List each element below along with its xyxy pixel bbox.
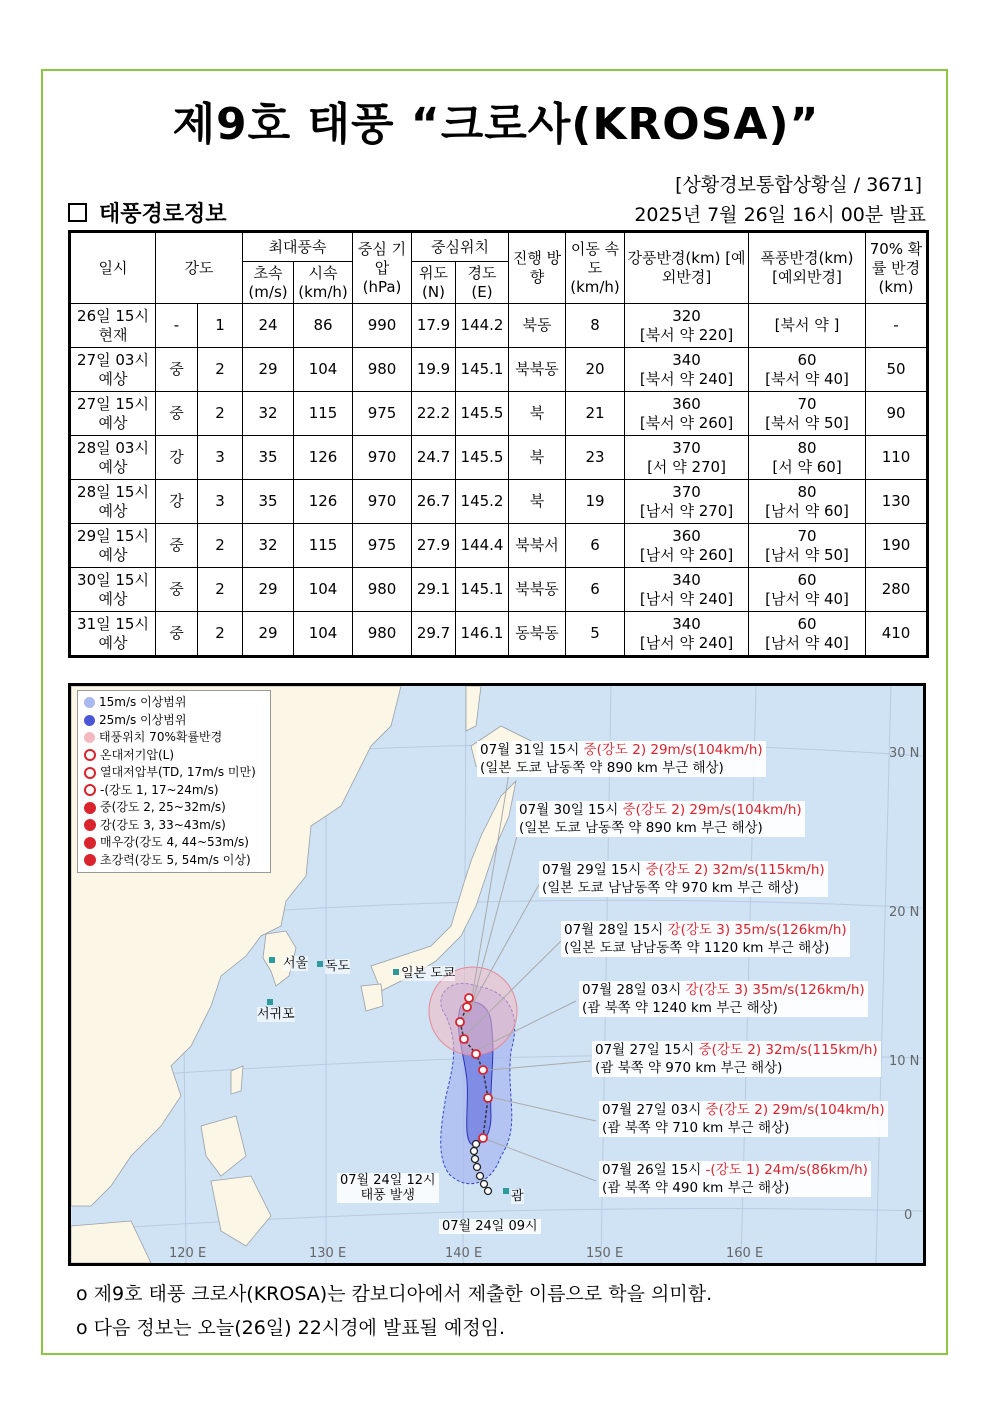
legend-symbol-icon <box>84 767 96 779</box>
header-prob-radius: 70% 확률 반경 (km) <box>866 232 928 304</box>
past-position-point <box>472 1156 479 1163</box>
checkbox-icon <box>68 203 87 222</box>
legend-label: 강(강도 3, 33~43m/s) <box>100 817 226 832</box>
past-position-point <box>477 1173 484 1180</box>
table-row <box>70 348 928 392</box>
cell-storm-radius: 60 [남서 약 40] <box>749 612 866 657</box>
cell-wind-ms: 35 <box>243 480 294 524</box>
legend-label: 온대저기압(L) <box>100 747 175 762</box>
legend-item <box>84 799 264 817</box>
annotation-time: 07월 30일 15시 <box>519 802 619 818</box>
cell-direction: 북북서 <box>509 524 566 568</box>
lon-label: 160 E <box>726 1246 764 1261</box>
legend-symbol-icon <box>84 697 95 708</box>
legend-label: 열대저압부(TD, 17m/s 미만) <box>100 765 256 779</box>
note-name-meaning: o 제9호 태풍 크로사(KROSA)는 캄보디아에서 제출한 이름으로 학을 의미함. <box>76 1283 713 1305</box>
cell-lat: 26.7 <box>412 480 456 524</box>
forecast-position-point <box>472 1050 480 1058</box>
cell-speed: 20 <box>566 348 625 392</box>
cell-grade: 2 <box>198 392 243 436</box>
cell-lat: 22.2 <box>412 392 456 436</box>
track-table-body <box>70 304 928 657</box>
cell-speed: 5 <box>566 612 625 657</box>
cell-direction: 북 <box>509 480 566 524</box>
cell-speed: 23 <box>566 436 625 480</box>
taiwan <box>231 1066 243 1094</box>
cell-direction: 북 <box>509 436 566 480</box>
announcement-time: 2025년 7월 26일 16시 00분 발표 <box>634 204 926 226</box>
cell-wind-ms: 29 <box>243 568 294 612</box>
map-legend <box>77 690 271 873</box>
cell-lat: 19.9 <box>412 348 456 392</box>
legend-symbol-icon <box>84 784 96 796</box>
place-seogwipo: 서귀포 <box>257 1007 295 1022</box>
cell-intensity: 중 <box>156 612 198 657</box>
lon-label: 150 E <box>586 1246 624 1261</box>
forecast-position-point <box>463 1003 471 1011</box>
cell-intensity: 중 <box>156 568 198 612</box>
past-position-point <box>481 1181 488 1188</box>
place-tokyo: 일본 도쿄 <box>401 966 456 981</box>
cell-grade: 2 <box>198 612 243 657</box>
annotation-intensity: 강(강도 3) 35m/s(126km/h) <box>667 922 847 938</box>
cell-strong-radius: 360 [남서 약 260] <box>625 524 749 568</box>
cell-direction: 동북동 <box>509 612 566 657</box>
cell-direction: 북동 <box>509 304 566 348</box>
annotation-location: (일본 도쿄 남남동쪽 약 1120 km 부근 해상) <box>564 940 830 956</box>
annotation-location: (괌 북쪽 약 710 km 부근 해상) <box>602 1120 790 1136</box>
cell-prob-radius: 130 <box>866 480 928 524</box>
header-lat: 위도 (N) <box>412 262 456 304</box>
header-wind-kmh: 시속 (km/h) <box>294 262 353 304</box>
cell-strong-radius: 370 [남서 약 270] <box>625 480 749 524</box>
cell-pressure: 990 <box>353 304 412 348</box>
cell-datetime: 27일 15시 예상 <box>70 392 156 436</box>
cell-wind-ms: 29 <box>243 612 294 657</box>
past-position-point <box>485 1188 492 1195</box>
annotation-time: 07월 26일 15시 <box>602 1162 702 1178</box>
forecast-position-point <box>465 994 473 1002</box>
cell-grade: 1 <box>198 304 243 348</box>
cell-wind-kmh: 126 <box>294 480 353 524</box>
annotation-intensity: 중(강도 2) 29m/s(104km/h) <box>583 742 763 758</box>
legend-label: 중(강도 2, 25~32m/s) <box>100 800 226 814</box>
cell-lon: 144.2 <box>456 304 509 348</box>
cell-storm-radius: 70 [남서 약 50] <box>749 524 866 568</box>
cell-pressure: 980 <box>353 612 412 657</box>
place-seoul: 서울 <box>283 956 309 971</box>
lon-label: 140 E <box>445 1246 483 1261</box>
past-position-point <box>473 1141 480 1148</box>
cell-datetime: 26일 15시 현재 <box>70 304 156 348</box>
cell-grade: 3 <box>198 480 243 524</box>
cell-grade: 2 <box>198 348 243 392</box>
legend-label: -(강도 1, 17~24m/s) <box>100 782 219 797</box>
forecast-position-point <box>460 1035 468 1043</box>
cell-direction: 북북동 <box>509 348 566 392</box>
header-strong-radius: 강풍반경(km) [예외반경] <box>625 232 749 304</box>
forecast-annotation <box>539 861 828 897</box>
cell-pressure: 975 <box>353 392 412 436</box>
cell-storm-radius: 70 [북서 약 50] <box>749 392 866 436</box>
cell-intensity: 강 <box>156 436 198 480</box>
cell-datetime: 29일 15시 예상 <box>70 524 156 568</box>
cell-strong-radius: 340 [남서 약 240] <box>625 568 749 612</box>
cell-strong-radius: 320 [북서 약 220] <box>625 304 749 348</box>
forecast-annotation <box>599 1161 871 1197</box>
cell-prob-radius: - <box>866 304 928 348</box>
place-dokdo: 독도 <box>325 959 351 974</box>
cell-speed: 8 <box>566 304 625 348</box>
legend-symbol-icon <box>84 715 95 726</box>
legend-label: 25m/s 이상범위 <box>99 712 187 727</box>
legend-item <box>84 694 264 712</box>
forecast-position-point <box>484 1094 492 1102</box>
header-max-wind: 최대풍속 <box>243 232 353 262</box>
lat-label: 30 N <box>889 746 920 761</box>
lon-label: 120 E <box>169 1246 207 1261</box>
header-lon: 경도 (E) <box>456 262 509 304</box>
legend-label: 태풍위치 70%확률반경 <box>99 730 223 744</box>
cell-storm-radius: 60 [남서 약 40] <box>749 568 866 612</box>
cell-direction: 북 <box>509 392 566 436</box>
cell-prob-radius: 110 <box>866 436 928 480</box>
table-row <box>70 436 928 480</box>
header-datetime: 일시 <box>70 232 156 304</box>
cell-lon: 145.1 <box>456 568 509 612</box>
annotation-intensity: 중(강도 2) 32m/s(115km/h) <box>698 1042 878 1058</box>
annotation-time: 07월 31일 15시 <box>480 742 580 758</box>
forecast-position-point <box>456 1018 464 1026</box>
cell-prob-radius: 50 <box>866 348 928 392</box>
annotation-time: 07월 28일 15시 <box>564 922 664 938</box>
cell-direction: 북북동 <box>509 568 566 612</box>
header-center: 중심위치 <box>412 232 509 262</box>
header-direction: 진행 방향 <box>509 232 566 304</box>
cell-speed: 19 <box>566 480 625 524</box>
start-label: 07월 24일 09시 <box>439 1219 541 1234</box>
cell-speed: 6 <box>566 524 625 568</box>
cell-wind-ms: 32 <box>243 524 294 568</box>
annotation-location: (괌 북쪽 약 490 km 부근 해상) <box>602 1180 790 1196</box>
legend-symbol-icon <box>84 819 96 831</box>
forecast-annotation <box>561 921 850 957</box>
annotation-time: 07월 27일 15시 <box>595 1042 695 1058</box>
forecast-annotation <box>579 981 868 1017</box>
legend-label: 15m/s 이상범위 <box>99 695 187 709</box>
cell-wind-kmh: 126 <box>294 436 353 480</box>
cell-lat: 29.7 <box>412 612 456 657</box>
annotation-location: (일본 도쿄 남동쪽 약 890 km 부근 해상) <box>480 760 724 776</box>
cell-lon: 145.1 <box>456 348 509 392</box>
annotation-location: (일본 도쿄 남남동쪽 약 970 km 부근 해상) <box>542 880 799 896</box>
table-row <box>70 568 928 612</box>
cell-prob-radius: 280 <box>866 568 928 612</box>
cell-speed: 21 <box>566 392 625 436</box>
cell-wind-ms: 29 <box>243 348 294 392</box>
legend-symbol-icon <box>84 749 96 761</box>
annotation-intensity: 중(강도 2) 29m/s(104km/h) <box>705 1102 885 1118</box>
header-intensity: 강도 <box>156 232 243 304</box>
forecast-position-point <box>479 1066 487 1074</box>
annotation-location: (괌 북쪽 약 1240 km 부근 해상) <box>582 1000 778 1016</box>
cell-datetime: 28일 15시 예상 <box>70 480 156 524</box>
cell-prob-radius: 410 <box>866 612 928 657</box>
cell-intensity: 중 <box>156 348 198 392</box>
past-position-point <box>474 1164 481 1171</box>
forecast-annotation <box>592 1041 881 1077</box>
cell-lon: 144.4 <box>456 524 509 568</box>
cell-grade: 2 <box>198 524 243 568</box>
cell-storm-radius: 60 [북서 약 40] <box>749 348 866 392</box>
annotation-location: (괌 북쪽 약 970 km 부근 해상) <box>595 1060 783 1076</box>
cell-lat: 29.1 <box>412 568 456 612</box>
legend-item <box>84 712 264 730</box>
cell-datetime: 28일 03시 예상 <box>70 436 156 480</box>
cell-wind-ms: 32 <box>243 392 294 436</box>
cell-wind-kmh: 86 <box>294 304 353 348</box>
legend-label: 초강력(강도 5, 54m/s 이상) <box>100 852 251 867</box>
legend-item <box>84 834 264 852</box>
cell-wind-ms: 24 <box>243 304 294 348</box>
genesis-label: 07월 24일 12시 태풍 발생 <box>337 1173 439 1203</box>
cell-speed: 6 <box>566 568 625 612</box>
cell-storm-radius: [북서 약 ] <box>749 304 866 348</box>
cell-pressure: 970 <box>353 436 412 480</box>
legend-label: 매우강(강도 4, 44~53m/s) <box>100 835 249 849</box>
cell-pressure: 980 <box>353 348 412 392</box>
cell-wind-kmh: 115 <box>294 392 353 436</box>
section-title: 태풍경로정보 <box>99 202 227 227</box>
lon-label: 130 E <box>309 1246 347 1261</box>
cell-lon: 145.5 <box>456 392 509 436</box>
annotation-intensity: 중(강도 2) 29m/s(104km/h) <box>622 802 802 818</box>
legend-item <box>84 747 264 765</box>
annotation-intensity: 강(강도 3) 35m/s(126km/h) <box>685 982 865 998</box>
legend-symbol-icon <box>84 802 96 814</box>
track-map <box>68 683 926 1266</box>
cell-datetime: 27일 03시 예상 <box>70 348 156 392</box>
cell-storm-radius: 80 [남서 약 60] <box>749 480 866 524</box>
cell-storm-radius: 80 [서 약 60] <box>749 436 866 480</box>
annotation-time: 07월 28일 03시 <box>582 982 682 998</box>
legend-symbol-icon <box>84 732 95 743</box>
legend-item <box>84 852 264 870</box>
header-pressure: 중심 기압 (hPa) <box>353 232 412 304</box>
annotation-time: 07월 29일 15시 <box>542 862 642 878</box>
cell-wind-kmh: 104 <box>294 348 353 392</box>
cell-strong-radius: 340 [남서 약 240] <box>625 612 749 657</box>
cell-pressure: 980 <box>353 568 412 612</box>
cell-lon: 145.2 <box>456 480 509 524</box>
cell-datetime: 30일 15시 예상 <box>70 568 156 612</box>
cell-wind-ms: 35 <box>243 436 294 480</box>
cell-wind-kmh: 115 <box>294 524 353 568</box>
annotation-intensity: -(강도 1) 24m/s(86km/h) <box>705 1162 868 1178</box>
cell-pressure: 975 <box>353 524 412 568</box>
legend-item <box>84 817 264 835</box>
legend-item <box>84 764 264 782</box>
place-guam: 괌 <box>511 1189 524 1204</box>
cell-intensity: - <box>156 304 198 348</box>
table-row <box>70 524 928 568</box>
lat-label: 0 <box>904 1208 913 1223</box>
cell-lat: 27.9 <box>412 524 456 568</box>
cell-wind-kmh: 104 <box>294 612 353 657</box>
lat-label: 20 N <box>889 905 920 920</box>
header-wind-ms: 초속 (m/s) <box>243 262 294 304</box>
cell-intensity: 중 <box>156 524 198 568</box>
department-label: [상황경보통합상황실 / 3671] <box>675 174 922 196</box>
past-position-point <box>471 1148 478 1155</box>
cell-strong-radius: 360 [북서 약 260] <box>625 392 749 436</box>
cell-prob-radius: 190 <box>866 524 928 568</box>
cell-lat: 17.9 <box>412 304 456 348</box>
note-next-release: o 다음 정보는 오늘(26일) 22시경에 발표될 예정임. <box>76 1317 506 1339</box>
forecast-annotation <box>477 741 766 777</box>
cell-prob-radius: 90 <box>866 392 928 436</box>
annotation-time: 07월 27일 03시 <box>602 1102 702 1118</box>
legend-item <box>84 729 264 747</box>
cell-pressure: 970 <box>353 480 412 524</box>
section-heading <box>68 197 227 228</box>
forecast-position-point <box>479 1134 487 1142</box>
cell-lon: 146.1 <box>456 612 509 657</box>
cell-strong-radius: 340 [북서 약 240] <box>625 348 749 392</box>
table-row <box>70 612 928 657</box>
table-row <box>70 480 928 524</box>
track-table <box>68 230 929 658</box>
cell-lon: 145.5 <box>456 436 509 480</box>
cell-datetime: 31일 15시 예상 <box>70 612 156 657</box>
cell-intensity: 중 <box>156 392 198 436</box>
cell-grade: 3 <box>198 436 243 480</box>
annotation-location: (일본 도쿄 남동쪽 약 890 km 부근 해상) <box>519 820 763 836</box>
legend-symbol-icon <box>84 837 96 849</box>
legend-item <box>84 782 264 800</box>
forecast-annotation <box>599 1101 888 1137</box>
cell-grade: 2 <box>198 568 243 612</box>
table-row <box>70 304 928 348</box>
header-storm-radius: 폭풍반경(km) [예외반경] <box>749 232 866 304</box>
cell-intensity: 강 <box>156 480 198 524</box>
page-title: 제9호 태풍 “크로사(KROSA)” <box>172 99 820 150</box>
cell-wind-kmh: 104 <box>294 568 353 612</box>
lat-label: 10 N <box>889 1054 920 1069</box>
cell-lat: 24.7 <box>412 436 456 480</box>
annotation-intensity: 중(강도 2) 32m/s(115km/h) <box>645 862 825 878</box>
header-speed: 이동 속도 (km/h) <box>566 232 625 304</box>
cell-strong-radius: 370 [서 약 270] <box>625 436 749 480</box>
table-row <box>70 392 928 436</box>
legend-symbol-icon <box>84 854 96 866</box>
forecast-annotation <box>516 801 805 837</box>
